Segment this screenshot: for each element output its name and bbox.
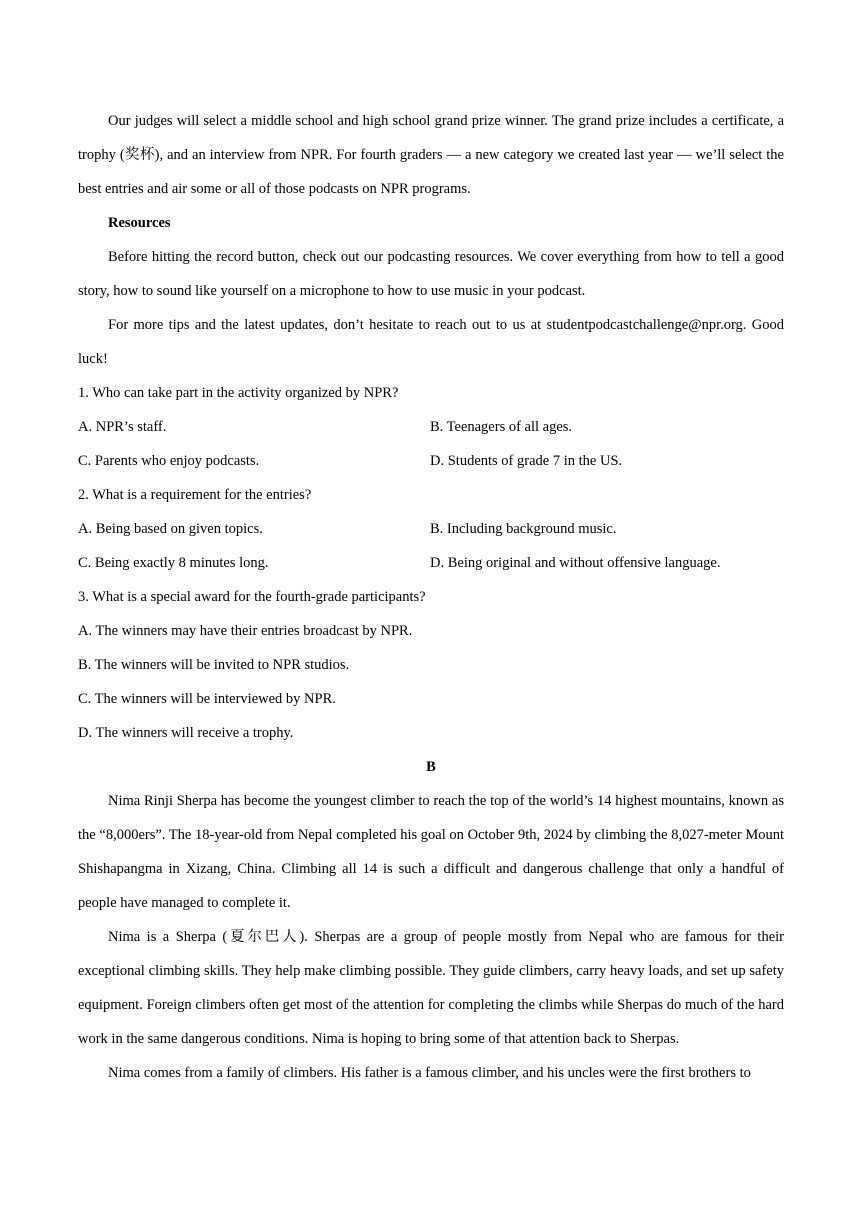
passage-b-paragraph-1: Nima Rinji Sherpa has become the youngest climber to reach the top of the world’s 14 highest mountains, known as the “8,000ers”. The 18-year-old from Nepal completed his goal on October 9th, 2024 by climbing the 8,027-meter Mount Shishapangma in Xizang, China. Climbing all 14 is such a difficult and dangerous challenge that only a handful of people have managed to complete it. — [78, 793, 784, 911]
question-1-option-c: C. Parents who enjoy podcasts. — [78, 453, 260, 469]
question-1-option-b: B. Teenagers of all ages. — [430, 419, 573, 435]
question-3-option-d: D. The winners will receive a trophy. — [78, 725, 294, 741]
passage-a-prizes-paragraph: Our judges will select a middle school and high school grand prize winner. The grand prize includes a certificate, a trophy (奖杯), and an interview from NPR. For fourth graders — a new category we created last year — we’ll select the best entries and air some or all of those podcasts on NPR programs. — [78, 113, 784, 197]
question-1-options-row-1 — [78, 410, 784, 444]
question-2-options-row-1 — [78, 512, 784, 546]
question-2-options-row-2 — [78, 546, 784, 580]
passage-b-paragraph-3: Nima comes from a family of climbers. His father is a famous climber, and his uncles were the first brothers to — [108, 1065, 751, 1081]
section-b-heading: B — [426, 759, 436, 775]
question-3-option-a: A. The winners may have their entries broadcast by NPR. — [78, 623, 413, 639]
question-2-stem: 2. What is a requirement for the entries? — [78, 487, 312, 503]
question-1-stem: 1. Who can take part in the activity organized by NPR? — [78, 385, 399, 401]
question-2-option-d: D. Being original and without offensive language. — [430, 555, 721, 571]
question-1-option-d: D. Students of grade 7 in the US. — [430, 453, 623, 469]
question-2-option-b: B. Including background music. — [430, 521, 617, 537]
passage-b-paragraph-2: Nima is a Sherpa (夏尔巴人). Sherpas are a group of people mostly from Nepal who are famous for their exceptional climbing skills. They help make climbing possible. They guide climbers, carry heavy loads, and set up safety equipment. Foreign climbers often get most of the attention for completing the climbs while Sherpas do much of the hard work in the same dangerous conditions. Nima is hoping to bring some of that attention back to Sherpas. — [78, 929, 784, 1047]
question-3-option-b: B. The winners will be invited to NPR studios. — [78, 657, 350, 673]
question-2-option-c: C. Being exactly 8 minutes long. — [78, 555, 269, 571]
question-1-options-row-2 — [78, 444, 784, 478]
question-1-option-a: A. NPR’s staff. — [78, 419, 167, 435]
question-3-option-c: C. The winners will be interviewed by NPR. — [78, 691, 336, 707]
document-content — [78, 104, 784, 1090]
question-2-option-a: A. Being based on given topics. — [78, 521, 263, 537]
passage-a-resources-paragraph: Before hitting the record button, check out our podcasting resources. We cover everything from how to tell a good story, how to sound like yourself on a microphone to how to use music in your podcast. — [78, 249, 784, 299]
question-3-stem: 3. What is a special award for the fourth-grade participants? — [78, 589, 426, 605]
resources-heading: Resources — [108, 215, 171, 231]
passage-a-tips-paragraph: For more tips and the latest updates, don’t hesitate to reach out to us at studentpodcastchallenge@npr.org. Good luck! — [78, 317, 784, 367]
